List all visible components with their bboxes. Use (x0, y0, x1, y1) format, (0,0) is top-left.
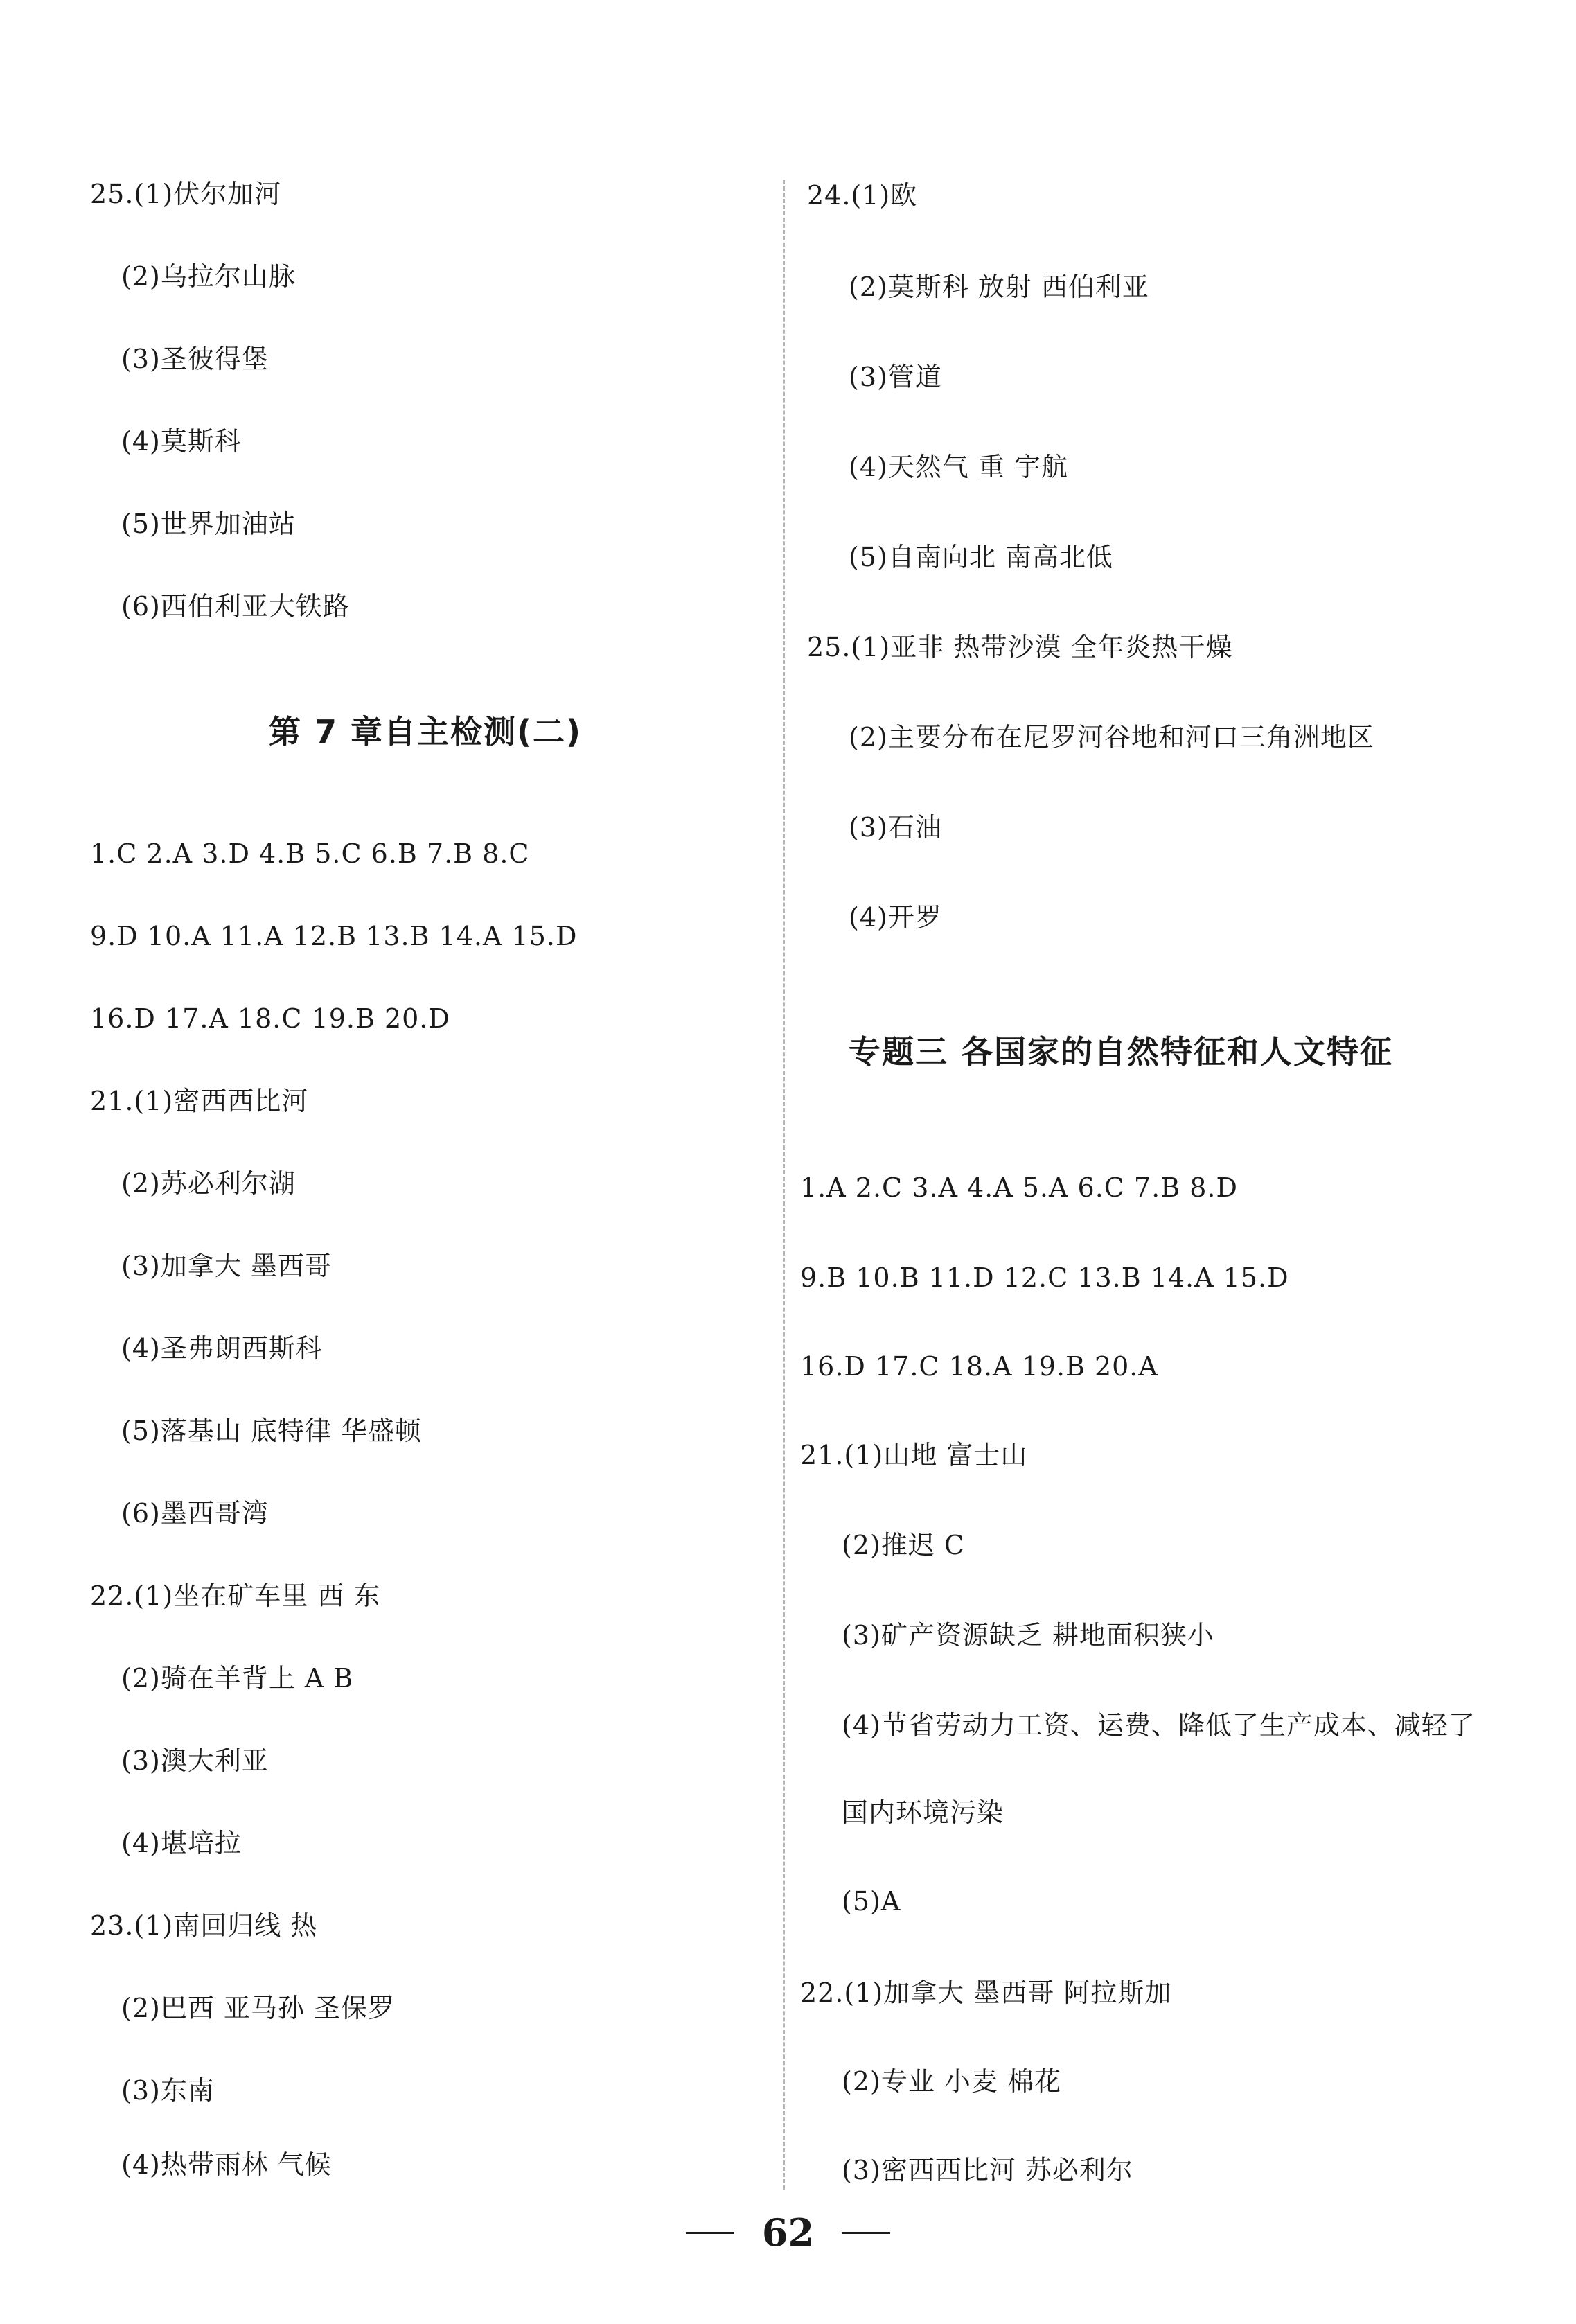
answer-line: (3)东南 (121, 2075, 215, 2106)
answer-line: (3)加拿大 墨西哥 (121, 1251, 332, 1281)
mc-answers: 9.D 10.A 11.A 12.B 13.B 14.A 15.D (90, 921, 578, 951)
answer-line: (2)苏必利尔湖 (121, 1168, 296, 1199)
answer-line: 25.(1)伏尔加河 (90, 179, 282, 209)
answer-line: (2)主要分布在尼罗河谷地和河口三角洲地区 (849, 722, 1374, 752)
answer-line: (2)莫斯科 放射 西伯利亚 (849, 272, 1149, 302)
answer-line: (3)澳大利亚 (121, 1745, 269, 1776)
answer-line: 21.(1)密西西比河 (90, 1086, 309, 1116)
answer-line: (5)落基山 底特律 华盛顿 (121, 1416, 422, 1446)
section-heading: 专题三 各国家的自然特征和人文特征 (849, 1033, 1394, 1071)
answer-line: (4)堪培拉 (121, 1828, 242, 1858)
answer-line: (4)开罗 (849, 902, 942, 933)
answer-line: (2)乌拉尔山脉 (121, 261, 296, 292)
answer-line: (5)A (842, 1886, 901, 1917)
footer-dash-right (842, 2232, 890, 2234)
page-footer (0, 2210, 1576, 2255)
answer-line: (5)自南向北 南高北低 (849, 542, 1113, 572)
answer-line: 21.(1)山地 富士山 (800, 1440, 1028, 1470)
answer-line: (3)矿产资源缺乏 耕地面积狭小 (842, 1620, 1214, 1650)
answer-line: (2)骑在羊背上 A B (121, 1663, 354, 1693)
mc-answers: 9.B 10.B 11.D 12.C 13.B 14.A 15.D (800, 1262, 1289, 1293)
answer-line: (4)天然气 重 宇航 (849, 452, 1068, 482)
answer-line: 国内环境污染 (842, 1797, 1004, 1828)
answer-line: (2)巴西 亚马孙 圣保罗 (121, 1993, 395, 2023)
answer-line: 25.(1)亚非 热带沙漠 全年炎热干燥 (807, 632, 1233, 662)
page-number: 62 (761, 2210, 815, 2255)
answer-line: 22.(1)加拿大 墨西哥 阿拉斯加 (800, 1978, 1172, 2008)
footer-dash-left (686, 2232, 734, 2234)
answer-line: (4)热带雨林 气候 (121, 2149, 332, 2180)
answer-line: 22.(1)坐在矿车里 西 东 (90, 1581, 381, 1611)
answer-line: (3)圣彼得堡 (121, 344, 269, 374)
mc-answers: 16.D 17.A 18.C 19.B 20.D (90, 1003, 450, 1034)
answer-line: (3)密西西比河 苏必利尔 (842, 2155, 1133, 2185)
mc-answers: 16.D 17.C 18.A 19.B 20.A (800, 1351, 1158, 1382)
section-heading: 第 7 章自主检测(二) (269, 713, 583, 750)
answer-line: (3)石油 (849, 812, 942, 843)
mc-answers: 1.A 2.C 3.A 4.A 5.A 6.C 7.B 8.D (800, 1172, 1238, 1203)
answer-line: (6)西伯利亚大铁路 (121, 591, 350, 622)
answer-line: 24.(1)欧 (807, 180, 918, 211)
column-divider (783, 180, 785, 2190)
mc-answers: 1.C 2.A 3.D 4.B 5.C 6.B 7.B 8.C (90, 838, 530, 869)
answer-line: 23.(1)南回归线 热 (90, 1910, 318, 1941)
answer-line: (2)推迟 C (842, 1530, 965, 1560)
answer-line: (4)圣弗朗西斯科 (121, 1333, 323, 1364)
answer-line: (4)莫斯科 (121, 426, 242, 457)
answer-line: (3)管道 (849, 362, 942, 392)
answer-line: (2)专业 小麦 棉花 (842, 2066, 1061, 2097)
answer-line: (5)世界加油站 (121, 509, 296, 539)
answer-line: (6)墨西哥湾 (121, 1498, 269, 1529)
answer-line: (4)节省劳动力工资、运费、降低了生产成本、减轻了 (842, 1710, 1476, 1741)
